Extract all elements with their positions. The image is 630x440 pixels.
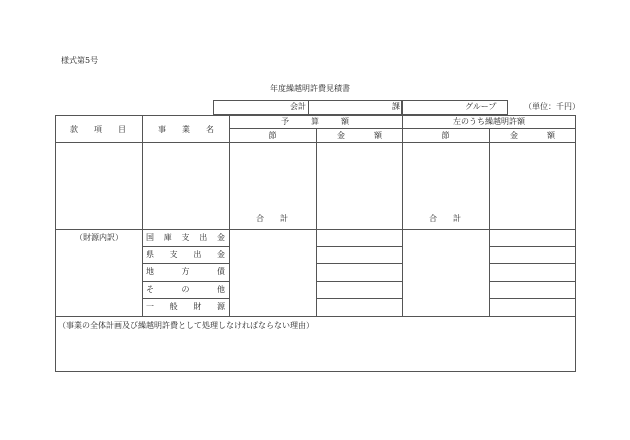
total-label-left: 合 計 — [256, 214, 288, 223]
funding-amount-line-4 — [316, 298, 402, 299]
funding-label: （財源内訳） — [75, 233, 123, 242]
header-setsu-1: 節 — [268, 131, 277, 140]
total-label-right: 合 計 — [429, 214, 461, 223]
col-line-3 — [316, 128, 317, 316]
form-number: 様式第5号 — [61, 56, 99, 65]
header-kingaku-2: 金 額 — [510, 131, 555, 140]
funding-row-line-2 — [142, 263, 229, 264]
header-kanko-moku: 款 項 目 — [70, 125, 126, 134]
header-kingaku-1: 金 額 — [337, 131, 382, 140]
col-line-1 — [142, 115, 143, 316]
funding-carry-line-1 — [489, 246, 576, 247]
reason-label: （事業の全体計画及び繰越明許費として処理しなければならない理由） — [58, 321, 314, 330]
kaikei-divider — [308, 100, 309, 115]
funding-row-line-4 — [142, 298, 229, 299]
header-jigyo-mei: 事 業 名 — [158, 125, 214, 134]
ka-label: 課 — [392, 102, 400, 111]
header-carryover: 左のうち繰越明許額 — [453, 117, 525, 126]
col-line-2 — [229, 115, 230, 316]
funding-item-local-bond: 地 方 債 — [146, 267, 225, 276]
funding-row-line-1 — [142, 246, 229, 247]
page-title: 年度繰越明許費見積書 — [270, 84, 350, 93]
unit-label: （単位：千円） — [524, 102, 580, 111]
header-yosangaku: 予 算 額 — [281, 117, 349, 126]
funding-item-other: そ の 他 — [146, 285, 225, 294]
funding-carry-line-3 — [489, 281, 576, 282]
funding-carry-line-4 — [489, 298, 576, 299]
col-line-4 — [402, 115, 403, 316]
kaikei-label: 会計 — [290, 102, 306, 111]
funding-item-general: 一 般 財 源 — [146, 302, 225, 311]
funding-row-line-3 — [142, 281, 229, 282]
header-setsu-2: 節 — [441, 131, 450, 140]
funding-amount-line-2 — [316, 263, 402, 264]
col-line-5 — [489, 128, 490, 316]
group-label: グループ — [465, 102, 497, 111]
funding-amount-line-3 — [316, 281, 402, 282]
funding-amount-line-1 — [316, 246, 402, 247]
funding-item-national: 国 庫 支 出 金 — [146, 233, 225, 242]
funding-item-prefecture: 県 支 出 金 — [146, 250, 225, 259]
funding-bottom-line — [55, 316, 576, 317]
funding-carry-line-2 — [489, 263, 576, 264]
